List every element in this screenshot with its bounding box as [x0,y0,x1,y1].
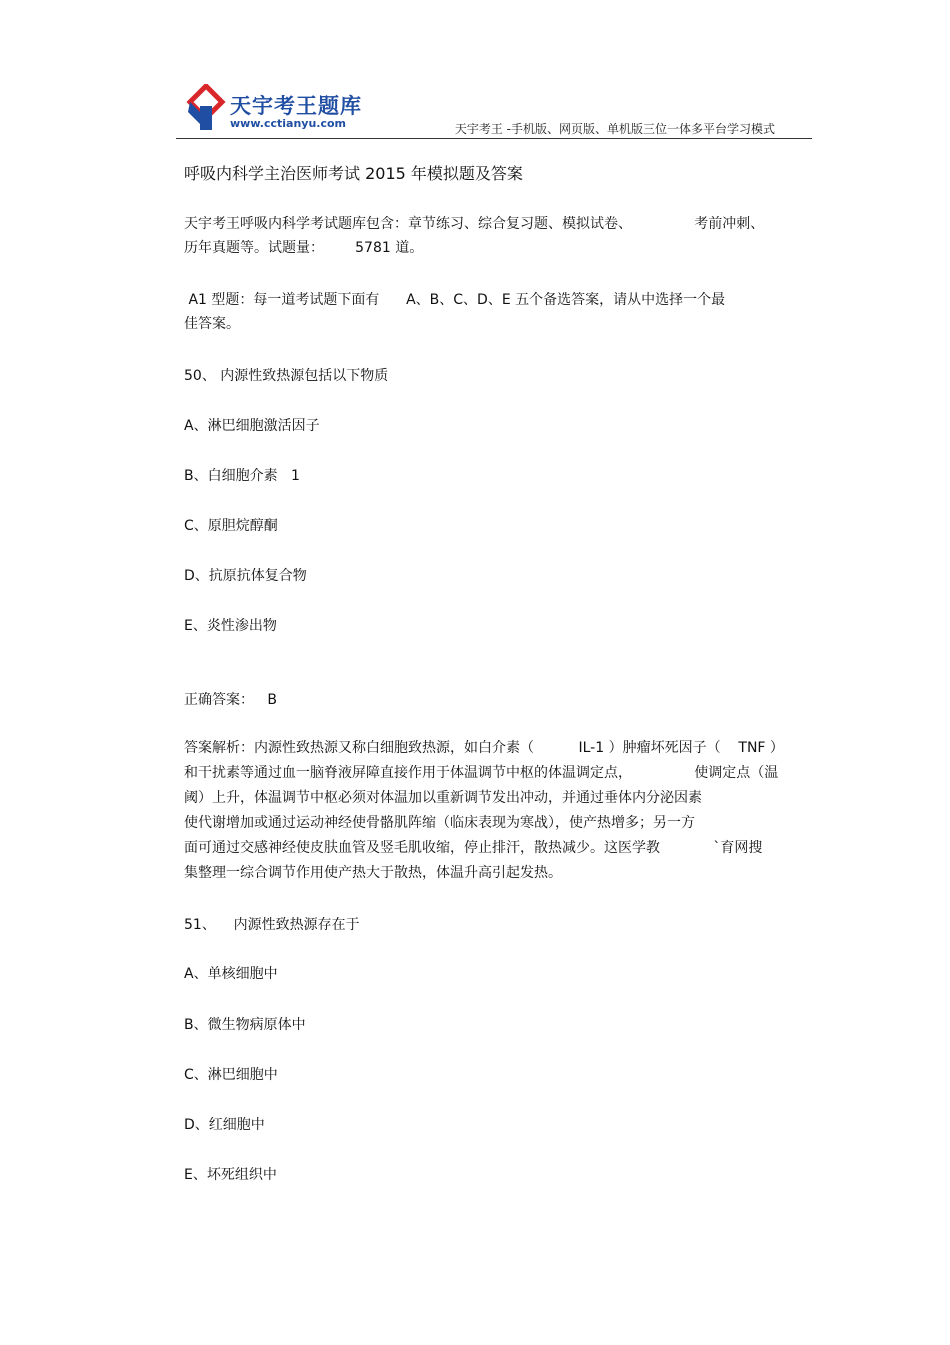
logo-name: 天宇考王题库 [230,94,362,118]
intro-paragraph [184,212,804,260]
answer-analysis [184,736,804,886]
intro-line: 天宇考王呼吸内科学考试题库包含：章节练习、综合复习题、模拟试卷、 考前冲刺、 [184,216,765,232]
logo-mark-icon [186,84,226,132]
option-d: D、红细胞中 [184,1117,265,1133]
correct-answer: 正确答案： B [184,692,277,708]
question-type-description [184,288,804,336]
analysis-line: 面可通过交感神经使皮肤血管及竖毛肌收缩，停止排汗，散热减少。这医学教 `育网搜 [184,840,763,856]
option-b: B、微生物病原体中 [184,1017,306,1033]
option-d: D、抗原抗体复合物 [184,568,307,584]
analysis-line: 使代谢增加或通过运动神经使骨骼肌阵缩（临床表现为寒战），使产热增多；另一方 [184,815,695,831]
type-line: 佳答案。 [184,316,240,332]
brand-logo [186,84,386,134]
type-line: A1 型题：每一道考试题下面有 A、B、C、D、E 五个备选答案，请从中选择一个最 [184,292,726,308]
option-c: C、原胆烷醇酮 [184,518,278,534]
document-title: 呼吸内科学主治医师考试 2015 年模拟题及答案 [184,164,523,183]
option-b: B、白细胞介素 1 [184,468,300,484]
analysis-line: 集整理一综合调节作用使产热大于散热，体温升高引起发热。 [184,865,562,881]
header-tagline: 天宇考王 -手机版、网页版、单机版三位一体多平台学习模式 [454,122,775,136]
logo-url: www.cctianyu.com [230,117,347,130]
option-e: E、坏死组织中 [184,1167,277,1183]
analysis-line: 和干扰素等通过血一脑脊液屏障直接作用于体温调节中枢的体温调定点， 使调定点（温 [184,765,779,781]
analysis-line: 答案解析：内源性致热源又称白细胞致热源，如白介素（ IL-1 ）肿瘤坏死因子（ TNF ） [184,740,784,756]
header-divider [176,138,812,139]
option-e: E、炎性渗出物 [184,618,277,634]
option-a: A、单核细胞中 [184,966,278,982]
option-c: C、淋巴细胞中 [184,1067,278,1083]
analysis-line: 阈）上升，体温调节中枢必须对体温加以重新调节发出冲动，并通过垂体内分泌因素 [184,790,702,806]
intro-line: 历年真题等。试题量： 5781 道。 [184,240,424,256]
question-stem: 50、 内源性致热源包括以下物质 [184,368,389,384]
question-stem: 51、 内源性致热源存在于 [184,917,360,933]
option-a: A、淋巴细胞激活因子 [184,418,320,434]
